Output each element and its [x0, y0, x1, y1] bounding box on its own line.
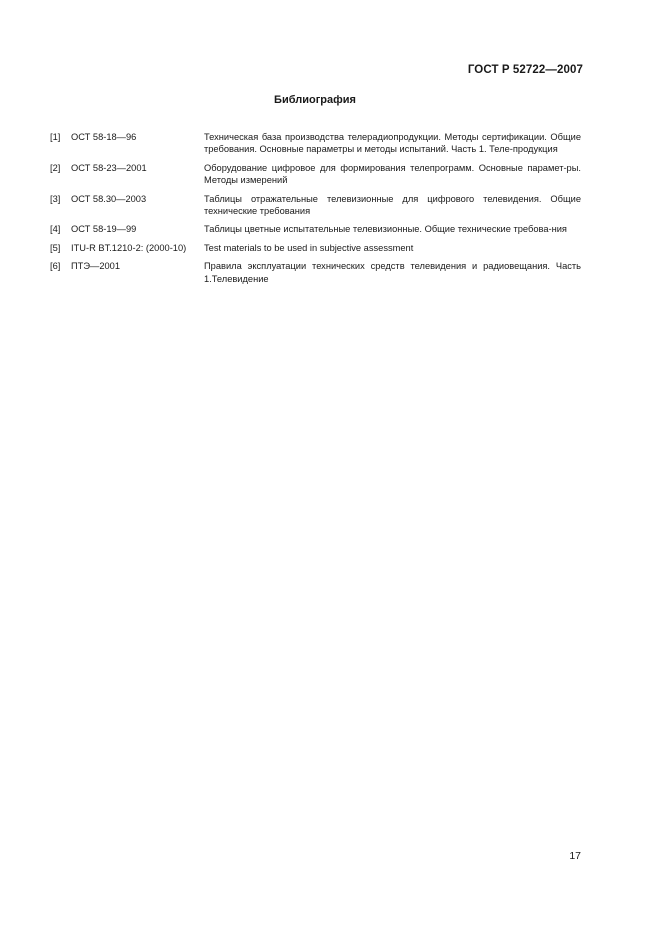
entry-number: [1] — [50, 132, 61, 142]
bibliography-entry-4 — [50, 223, 581, 235]
entry-title: Правила эксплуатации технических средств телевидения и радиовещания. Часть 1.Телевидение — [204, 261, 581, 284]
bibliography-entry-1 — [50, 131, 581, 156]
entry-number: [4] — [50, 224, 61, 235]
page-number: 17 — [569, 850, 581, 862]
entry-title: Таблицы цветные испытательные телевизионные. Общие технические требова-ния — [204, 224, 567, 235]
entry-code: ОСТ 58-18—96 — [71, 132, 137, 142]
entry-number: [3] — [50, 193, 61, 204]
bibliography-entry-5 — [50, 242, 581, 254]
entry-number: [6] — [50, 261, 61, 272]
entry-code: ОСТ 58-19—99 — [71, 224, 137, 235]
entry-code: ПТЭ—2001 — [71, 261, 121, 272]
bibliography-entry-6 — [50, 260, 581, 285]
bibliography-entry-3 — [50, 193, 581, 218]
bibliography-entry-2 — [50, 162, 581, 187]
entry-title: Техническая база производства телерадиопродукции. Методы сертификации. Общие требования. Основные параметры и методы испытаний. Часть 1. Теле-продукция — [204, 132, 581, 155]
entry-code: ОСТ 58-23—2001 — [71, 162, 147, 173]
section-title: Библиография — [274, 94, 356, 106]
entry-number: [2] — [50, 162, 61, 173]
entry-title: Таблицы отражательные телевизионные для цифрового телевидения. Общие технические требования — [204, 193, 581, 217]
entry-code: ITU-R BT.1210-2: (2000-10) — [71, 242, 187, 253]
bibliography-list — [50, 131, 581, 291]
standard-code: ГОСТ Р 52722—2007 — [467, 64, 583, 76]
entry-code: ОСТ 58.30—2003 — [71, 193, 147, 204]
entry-title: Оборудование цифровое для формирования телепрограмм. Основные парамет-ры. Методы измерений — [204, 162, 581, 186]
entry-title: Test materials to be used in subjective assessment — [204, 242, 414, 253]
entry-number: [5] — [50, 242, 61, 253]
